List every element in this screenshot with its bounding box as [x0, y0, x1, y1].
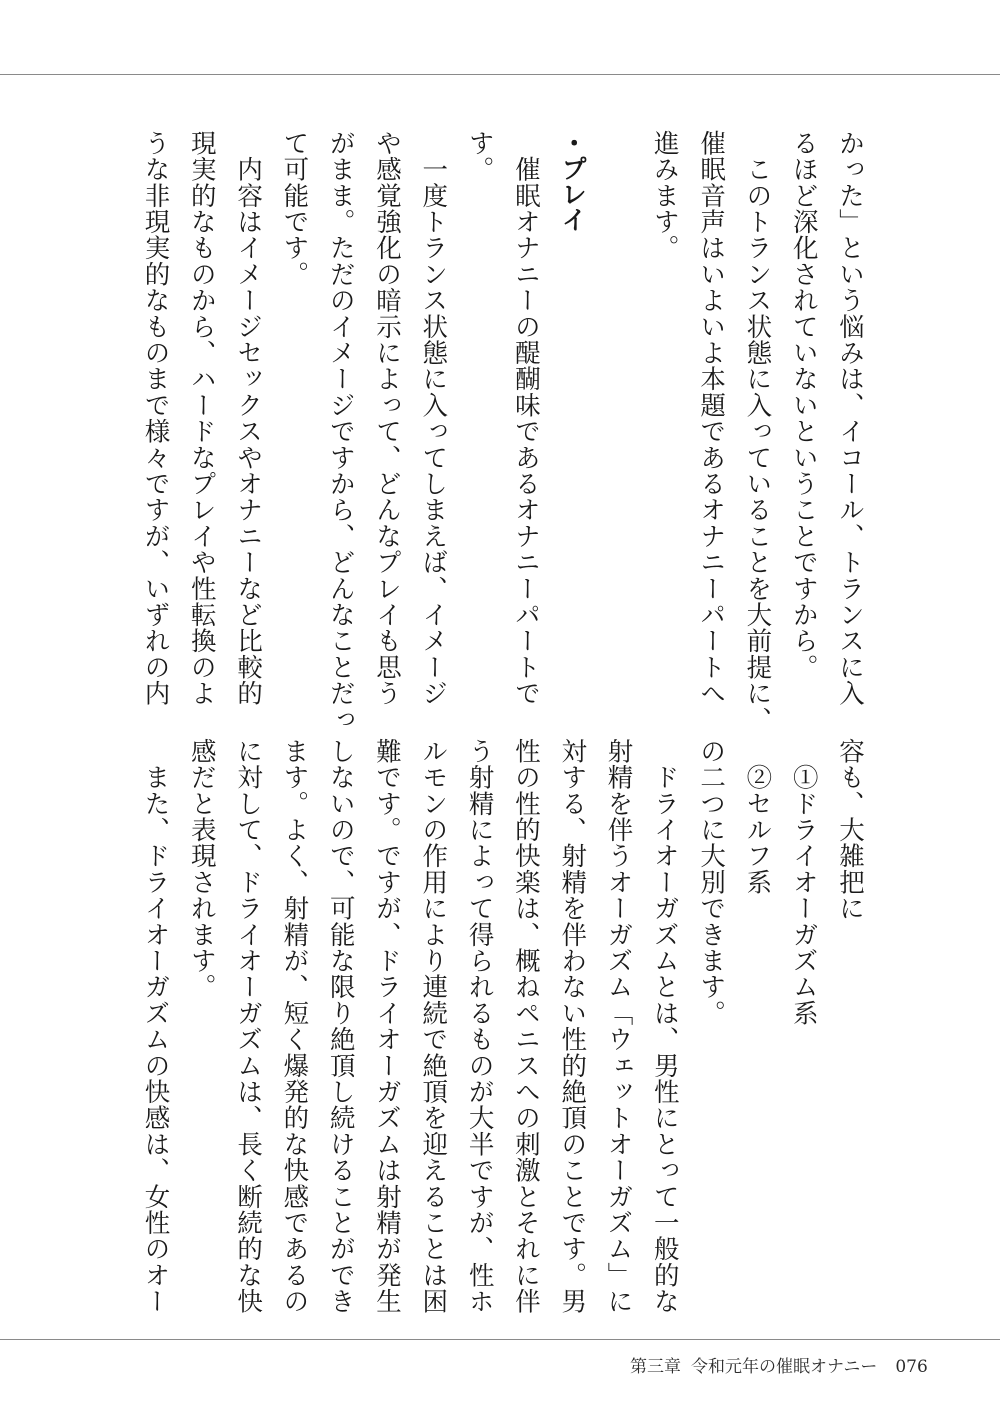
text-column: 催眠オナニーの醍醐味であるオナニーパートで [510, 130, 541, 707]
text-column: また、ドライオーガズムの快感は、女性のオー [140, 738, 171, 1315]
text-column: に対して、ドライオーガズムは、長く断続的な快 [233, 738, 264, 1315]
bottom-rule [0, 1339, 1000, 1340]
text-column: う射精によって得られるものが大半ですが、性ホ [464, 738, 495, 1315]
text-column: 性の性的快楽は、概ねペニスへの刺激とそれに伴 [510, 738, 541, 1315]
text-column: 難です。ですが、ドライオーガズムは射精が発生 [372, 738, 402, 1315]
text-column: ます。よく、射精が、短く爆発的な快感であるの [279, 738, 310, 1315]
text-column: しないので、可能な限り絶頂し続けることができ [325, 738, 356, 1315]
text-column [601, 130, 631, 690]
text-column: ②セルフ系 [742, 738, 773, 896]
text-column: 催眠音声はいよいよ本題であるオナニーパートへ [696, 130, 727, 707]
text-column: 容も、大雑把に [835, 738, 865, 922]
text-column: このトランス状態に入っていることを大前提に、 [742, 130, 773, 733]
text-column: 内容はイメージセックスやオナニーなど比較的 [233, 130, 264, 707]
chapter-label: 第三章 [630, 1357, 681, 1377]
chapter-title: 令和元年の催眠オナニー [691, 1357, 878, 1377]
text-column: 対する、射精を伴わない性的絶頂のことです。男 [557, 738, 588, 1315]
text-column: るほど深化されていないということですから。 [788, 130, 819, 681]
text-column: ルモンの作用により連続で絶頂を迎えることは困 [418, 738, 449, 1315]
text-column: かった」という悩みは、イコール、トランスに入 [835, 130, 865, 707]
text-column: や感覚強化の暗示によって、どんなプレイも思う [372, 130, 402, 707]
page-number: 076 [895, 1357, 928, 1377]
running-footer [630, 1352, 928, 1377]
text-column: 現実的なものから、ハードなプレイや性転換のよ [186, 130, 217, 707]
text-column: の二つに大別できます。 [696, 738, 727, 1027]
top-rule [0, 74, 1000, 75]
text-column: 射精を伴うオーガズム「ウェットオーガズム」に [603, 738, 634, 1315]
text-column: て可能です。 [279, 130, 310, 288]
text-column: す。 [464, 130, 495, 183]
text-column: 進みます。 [649, 130, 680, 261]
text-column: 一度トランス状態に入ってしまえば、イメージ [418, 130, 449, 707]
text-column: ①ドライオーガズム系 [788, 738, 819, 1027]
section-heading: ・プレイ [557, 130, 588, 232]
text-column: ドライオーガズムとは、男性にとって一般的な [649, 738, 680, 1315]
text-column: 感だと表現されます。 [186, 738, 217, 1000]
text-column: うな非現実的なものまで様々ですが、いずれの内 [140, 130, 171, 707]
text-column: がまま。ただのイメージですから、どんなことだっ [325, 130, 356, 733]
